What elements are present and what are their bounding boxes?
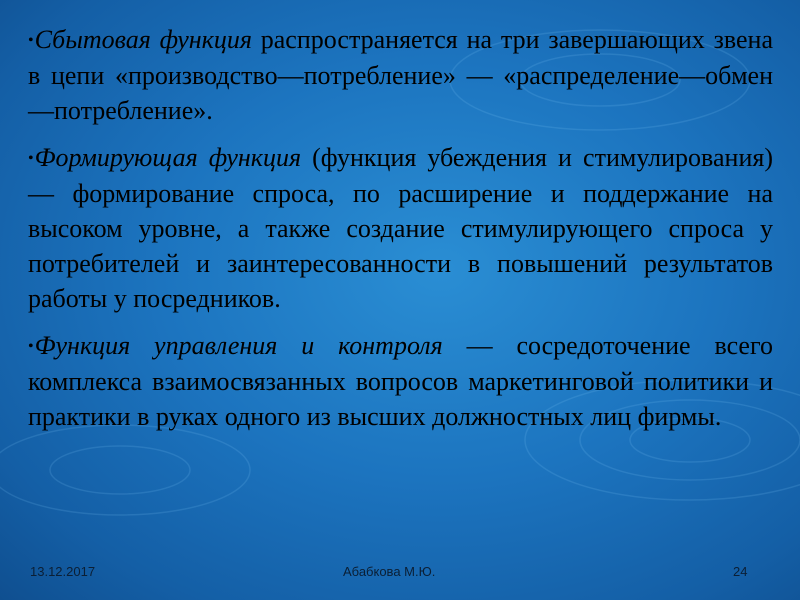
footer-page-number: 24 (733, 564, 748, 579)
slide-body (28, 22, 773, 446)
text-management-function: — сосредоточение всего комплекса взаимосвязанных вопросов маркетинговой политики и практики в руках одного из высших должностных лиц фирмы. (28, 331, 773, 431)
paragraph-forming-function (28, 140, 773, 316)
term-forming-function: Формирующая функция (34, 143, 302, 172)
text-forming-function: (функция убеждения и стимулирования) — формирование спроса, по расширение и поддержание на высоком уровне, а также создание стимулирующего спроса у потребителей и заинтересованности в повышений результатов работы у посредников. (28, 143, 773, 313)
footer-author: Абабкова М.Ю. (343, 564, 436, 579)
bullet-icon: • (28, 32, 34, 49)
footer-date: 13.12.2017 (30, 564, 96, 579)
paragraph-management-function (28, 328, 773, 434)
bullet-icon: • (28, 338, 34, 355)
bullet-icon: • (28, 150, 34, 167)
text-sales-function: распространяется на три завершающих звена в цепи «производство—потребление» — «распределение—обмен—потребление». (28, 25, 773, 125)
term-sales-function: Сбытовая функция (34, 25, 252, 54)
paragraph-sales-function (28, 22, 773, 128)
term-management-function: Функция управления и контроля (34, 331, 443, 360)
